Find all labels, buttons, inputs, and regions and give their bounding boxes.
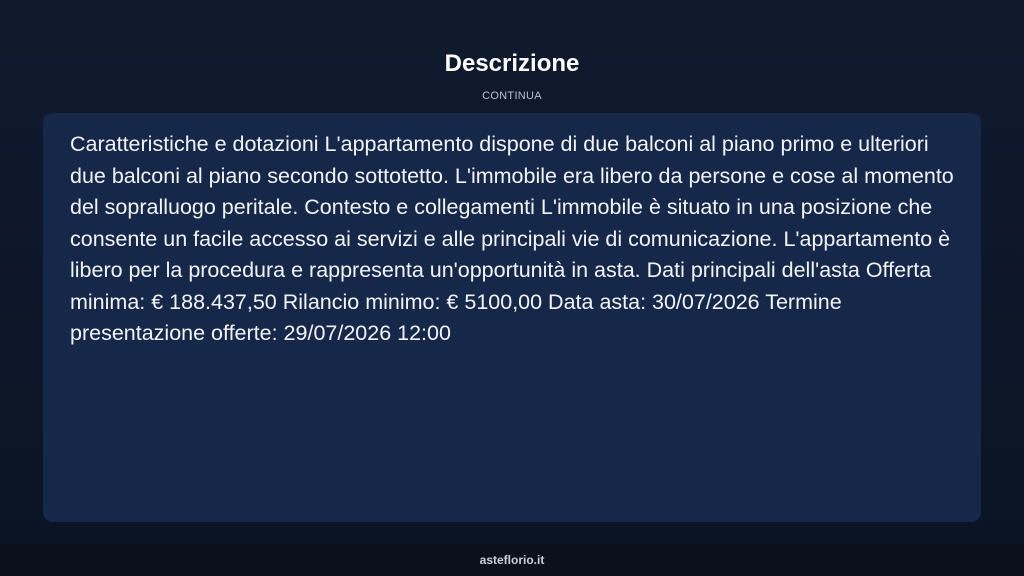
page-title: Descrizione xyxy=(444,50,580,77)
description-text: Caratteristiche e dotazioni L'appartamento dispone di due balconi al piano primo e ulteriori due balconi al piano secondo sottotetto. L'immobile era libero da persone e cose al momento del sopralluogo peritale. Contesto e collegamenti L'immobile è situato in una posizione che consente un facile accesso ai servizi e alle principali vie di comunicazione. L'appartamento è libero per la procedura e rappresenta un'opportunità in asta. Dati principali dell'asta Offerta minima: € 188.437,50 Rilancio minimo: € 5100,00 Data asta: 30/07/2026 Termine presentazione offerte: 29/07/2026 12:00 xyxy=(70,132,954,345)
footer xyxy=(0,544,1024,576)
description-card xyxy=(43,113,981,522)
continue-label: CONTINUA xyxy=(482,90,542,102)
footer-brand: asteflorio.it xyxy=(479,553,545,567)
